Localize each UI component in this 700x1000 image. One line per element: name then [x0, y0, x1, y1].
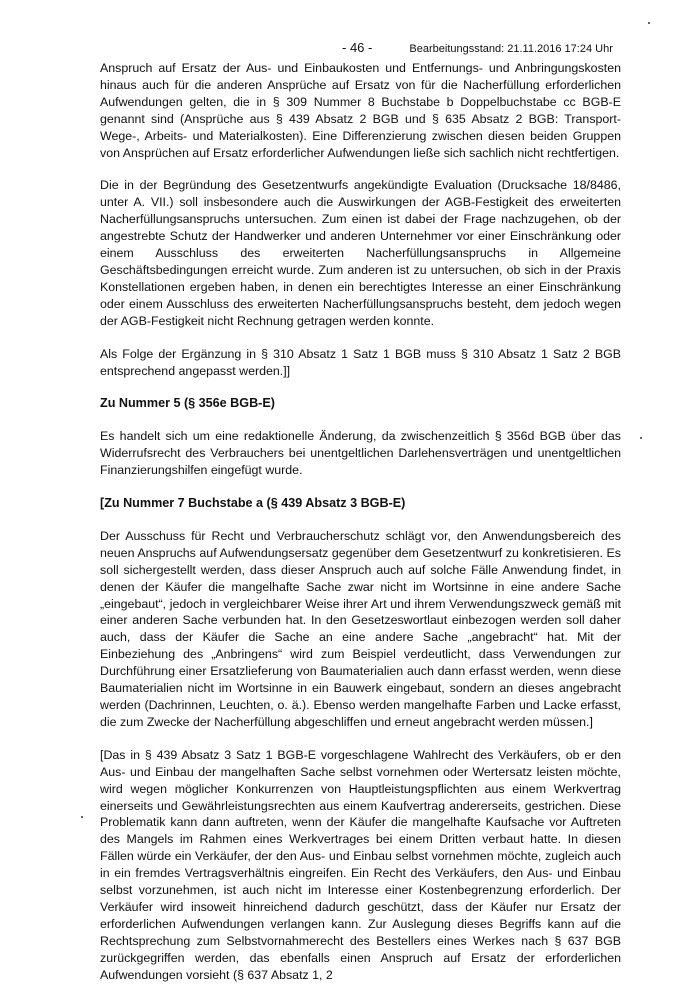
paragraph-2: Die in der Begründung des Gesetzentwurfs angekündigte Evaluation (Drucksache 18/8486, unter A. VII.) soll insbesondere auch die Auswirkungen der AGB-Festigkeit des erweiterten Nacherfüllungsanspruchs untersuchen. Zum einen ist dabei der Frage nachzugehen, ob der angestrebte Schutz der Handwerker und anderen Unternehmer vor einer Einschränkung oder einem Ausschluss des erweiterten Nacherfüllungsanspruchs in Allgemeine Geschäftsbedingungen erreicht wurde. Zum anderen ist zu untersuchen, ob sich in der Praxis Konstellationen ergeben haben, in denen ein berechtigtes Interesse an einer Einschränkung oder einem Ausschluss des erweiterten Nacherfüllungsanspruchs besteht, dem jedoch wegen der AGB-Festigkeit nicht Rechnung getragen werden konnte. [100, 178, 621, 328]
paragraph-3: Als Folge der Ergänzung in § 310 Absatz 1 Satz 1 BGB muss § 310 Absatz 1 Satz 2 BGB entsprechend angepasst werden.]] [100, 346, 621, 378]
scan-speck [648, 22, 650, 24]
paragraph-5: Der Ausschuss für Recht und Verbraucherschutz schlägt vor, den Anwendungsbereich des neuen Anspruchs auf Aufwendungsersatz gegenüber dem Gesetzentwurf zu konkretisieren. Es soll sichergestellt werden, dass dieser Anspruch auch auf solche Fälle Anwendung findet, in denen der Käufer die mangelhafte Sache zwar nicht im Wortsinne in eine andere Sache „eingebaut“, jedoch in vergleichbarer Weise ihrer Art und ihrem Verwendungszweck gemäß mit einer anderen Sache verbunden hat. In den Gesetzeswortlaut einbezogen werden soll daher auch, dass der Käufer die Sache an eine andere Sache „angebracht“ hat. Mit der Einbeziehung des „Anbringens“ wird zum Beispiel verdeutlicht, dass Verwendungen zur Durchführung einer Ersatzlieferung von Baumaterialien auch dann erfasst werden, wenn diese Baumaterialien nicht im Wortsinne in ein Bauwerk eingebaut, sondern an dieses angebracht werden (Dachrinnen, Leuchten, o. ä.). Ebenso werden mangelhafte Farben und Lacke erfasst, die zum Zwecke der Nacherfüllung abgeschliffen und erneut angebracht werden müssen.] [100, 528, 621, 729]
page-number: - 46 - [342, 40, 373, 55]
revision-status: Bearbeitungsstand: 21.11.2016 17:24 Uhr [409, 43, 613, 55]
page-header [342, 40, 642, 55]
section-heading-nummer-7a: [Zu Nummer 7 Buchstabe a (§ 439 Absatz 3 BGB-E) [100, 496, 406, 511]
section-heading-nummer-5: Zu Nummer 5 (§ 356e BGB-E) [100, 396, 275, 411]
paragraph-6: [Das in § 439 Absatz 3 Satz 1 BGB-E vorgeschlagene Wahlrecht des Verkäufers, ob er den Aus- und Einbau der mangelhaften Sache selbst vornehmen oder Wertersatz leisten möchte, wird wegen möglicher Konkurrenzen von Hauptleistungspflichten aus einem Werkvertrag einerseits und Gewährleistungsrechten aus einem Kaufvertrag andererseits, gestrichen. Diese Problematik kann dann auftreten, wenn der Käufer die mangelhafte Kaufsache vor Auftreten des Mangels im Rahmen eines Werkvertrages bei einem Dritten verbaut hatte. In diesen Fällen würde ein Verkäufer, der den Aus- und Einbau selbst vornehmen möchte, zugleich auch in ein fremdes Vertragsverhältnis eingreifen. Ein Recht des Verkäufers, den Aus- und Einbau selbst vorzunehmen, ist auch nicht im Interesse einer Kostenbegrenzung erforderlich. Der Verkäufer wird insoweit hinreichend dadurch geschützt, dass der Käufer nur Ersatz der erforderlichen Aufwendungen verlangen kann. Zur Auslegung dieses Begriffs kann auf die Rechtsprechung zum Selbstvornahmerecht des Bestellers eines Werkes nach § 637 BGB zurückgegriffen werden, das ebenfalls einen Anspruch auf Ersatz der erforderlichen Aufwendungen vorsieht (§ 637 Absatz 1, 2 [100, 747, 621, 982]
scan-speck [640, 437, 642, 439]
paragraph-4: Es handelt sich um eine redaktionelle Änderung, da zwischenzeitlich § 356d BGB über das Widerrufsrecht des Verbrauchers bei unentgeltlichen Darlehensverträgen und unentgeltlichen Finanzierungshilfen eingefügt wurde. [100, 429, 621, 478]
document-body [100, 60, 621, 1000]
paragraph-1: Anspruch auf Ersatz der Aus- und Einbaukosten und Entfernungs- und Anbringungskosten hinaus auch für die anderen Ansprüche auf Ersatz von für die Nacherfüllung erforderlichen Aufwendungen gelten, die in § 309 Nummer 8 Buchstabe b Doppelbuchstabe cc BGB-E genannt sind (Ansprüche aus § 439 Absatz 2 BGB und § 635 Absatz 2 BGB: Transport- Wege-, Arbeits- und Materialkosten). Eine Differenzierung zwischen diesen beiden Gruppen von Ansprüchen auf Ersatz erforderlicher Aufwendungen ließe sich sachlich nicht rechtfertigen. [100, 61, 621, 160]
scan-speck [81, 816, 83, 818]
